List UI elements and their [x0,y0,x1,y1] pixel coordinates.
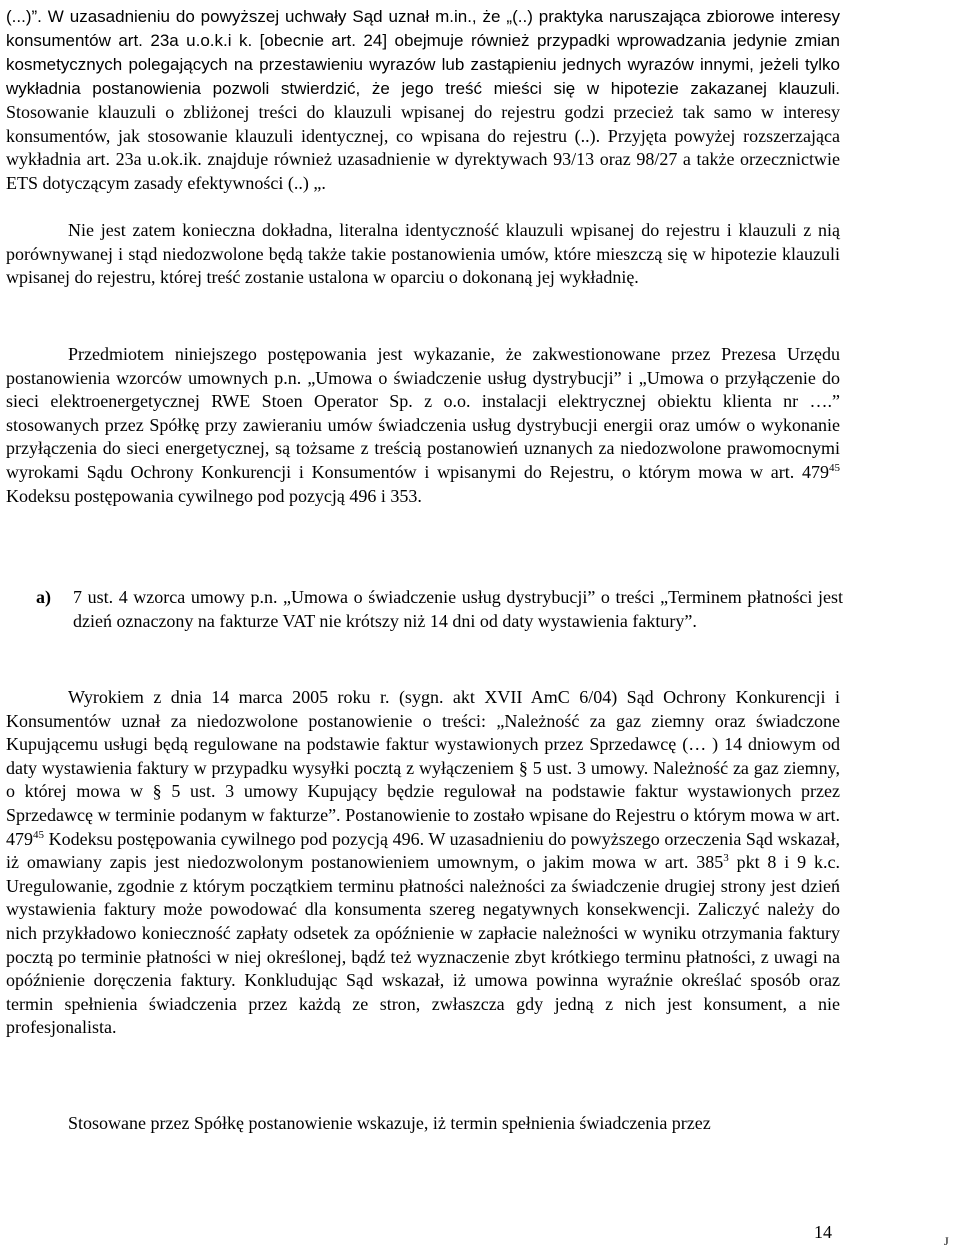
quote-text-sans: (...)”. W uzasadnieniu do powyższej uchwały Sąd uznał m.in., że „(..) praktyka naruszająca zbiorowe interesy konsumentów art. 23a u.o.k.i k. [obecnie art. 24] obejmuje również przypadki wprowadzania jedynie zmian kosmetycznych polegających na przestawieniu wyrazów lub zastąpieniu jednych wyrazów innymi, jeżeli tylko wykładnia postanowienia pozwoli stwierdzić, że jego treść mieści się w hipotezie zakazanej klauzuli. [6,7,840,98]
list-item-text: 7 ust. 4 wzorca umowy p.n. „Umowa o świadczenie usług dystrybucji” o treści „Terminem płatności jest dzień oznaczony na fakturze VAT nie krótszy niż 14 dni od daty wystawienia faktury”. [73,587,843,631]
quote-text-serif: Stosowanie klauzuli o zbliżonej treści do klauzuli wpisanej do rejestru godzi przecież tak samo w interesy konsumentów, jak stosowanie klauzuli identycznej, co wpisana do rejestru (..). Przyjęta powyżej rozszerzająca wykładnia art. 23a u.ok.ik. znajduje również uzasadnienie w dyrektywach 93/13 oraz 98/27 a także orzecznictwie ETS dotyczącym zasady efektywności (..) „. [6,102,840,193]
list-label: a) [36,587,51,607]
subject-text-tail: Kodeksu postępowania cywilnego pod pozycją 496 i 353. [6,485,422,506]
paragraph-judgment [6,686,840,1040]
article-superscript: 45 [33,828,44,841]
subject-text: Przedmiotem niniejszego postępowania jest wykazanie, że zakwestionowane przez Prezesa Urzędu postanowienia wzorców umownych p.n. „Umowa o świadczenie usług dystrybucji” i „Umowa o przyłączenie do sieci elektroenergetycznej RWE Stoen Operator Sp. z o.o. instalacji elektrycznej obiektu klienta nr ….” stosowanych przez Spółkę przy zawieraniu umów świadczenia usług dystrybucji energii oraz umów o wykonanie przyłączenia do sieci energetycznej, są tożsame z treścią postanowień uznanych za niedozwolone prawomocnymi wyrokami Sądu Ochrony Konkurencji i Konsumentów i wpisanymi do Rejestru, o którym mowa w art. 479 [6,344,840,482]
paragraph-final: Stosowane przez Spółkę postanowienie wskazuje, iż termin spełnienia świadczenia przez [68,1113,711,1133]
judgment-text-a: Wyrokiem z dnia 14 marca 2005 roku r. (sygn. akt XVII AmC 6/04) Sąd Ochrony Konkurencji i Konsumentów uznał za niedozwolone postanowienie o treści: „Należność za gaz ziemny oraz świadczone Kupującemu usługi będą regulowane na podstawie faktur wystawionych przez Sprzedawcę (… ) 14 dniowym od daty wystawienia faktury w przypadku wysyłki pocztą z wyłączeniem § 5 ust. 3 umowy. Należność za gaz ziemny, o której mowa w § 5 ust. 3 umowy Kupujący będzie regulował na podstawie faktur wystawionych przez Sprzedawcę w terminie podanym w fakturze”. Postanowienie to zostało wpisane do Rejestru o którym mowa w art. 479 [6,687,840,849]
paragraph-identity-not-required: Nie jest zatem konieczna dokładna, literalna identyczność klauzuli wpisanej do rejestru i klauzuli z nią porównywanej i stąd niedozwolone będą także takie postanowienia umów, które mieszczą się w hipotezie klauzuli wpisanej do rejestru, której treść zostanie ustalona w oparciu o dokonaną jej wykładnię. [6,220,840,288]
page-number: 14 [814,1222,832,1242]
article-superscript: 45 [829,461,840,474]
judgment-text-c: pkt 8 i 9 k.c. Uregulowanie, zgodnie z którym początkiem terminu płatności należności za świadczenie drugiej strony jest dzień wystawienia faktury może powodować dla konsumenta szereg negatywnych konsekwencji. Zaliczyć należy do nich przykładowo konieczność zapłaty odsetek za opóźnienie w zapłacie należności w wyniku otrzymania faktury pocztą po terminie płatności w niej określonej, bądź też wyznaczenie zbyt krótkiego terminu płatności, z uwagi na opóźnienie doręczenia faktury. Konkludując Sąd wskazał, iż umowa powinna wyraźnie określać sposób oraz termin spełnienia świadczenia przez każdą ze stron, zwłaszcza gdy jedną z nich jest konsument, a nie profesjonalista. [6,852,840,1038]
article-superscript: 3 [723,852,729,865]
paragraph-quote-continuation [6,5,840,195]
paragraph-subject-of-proceedings [6,343,840,508]
judgment-text-b: Kodeksu postępowania cywilnego pod pozycją 496. W uzasadnieniu do powyższego orzeczenia Sąd wskazał, iż omawiany zapis jest niedozwolonym postanowieniem umownym, o jakim mowa w art. 385 [6,828,840,873]
corner-mark: J [944,1234,949,1248]
